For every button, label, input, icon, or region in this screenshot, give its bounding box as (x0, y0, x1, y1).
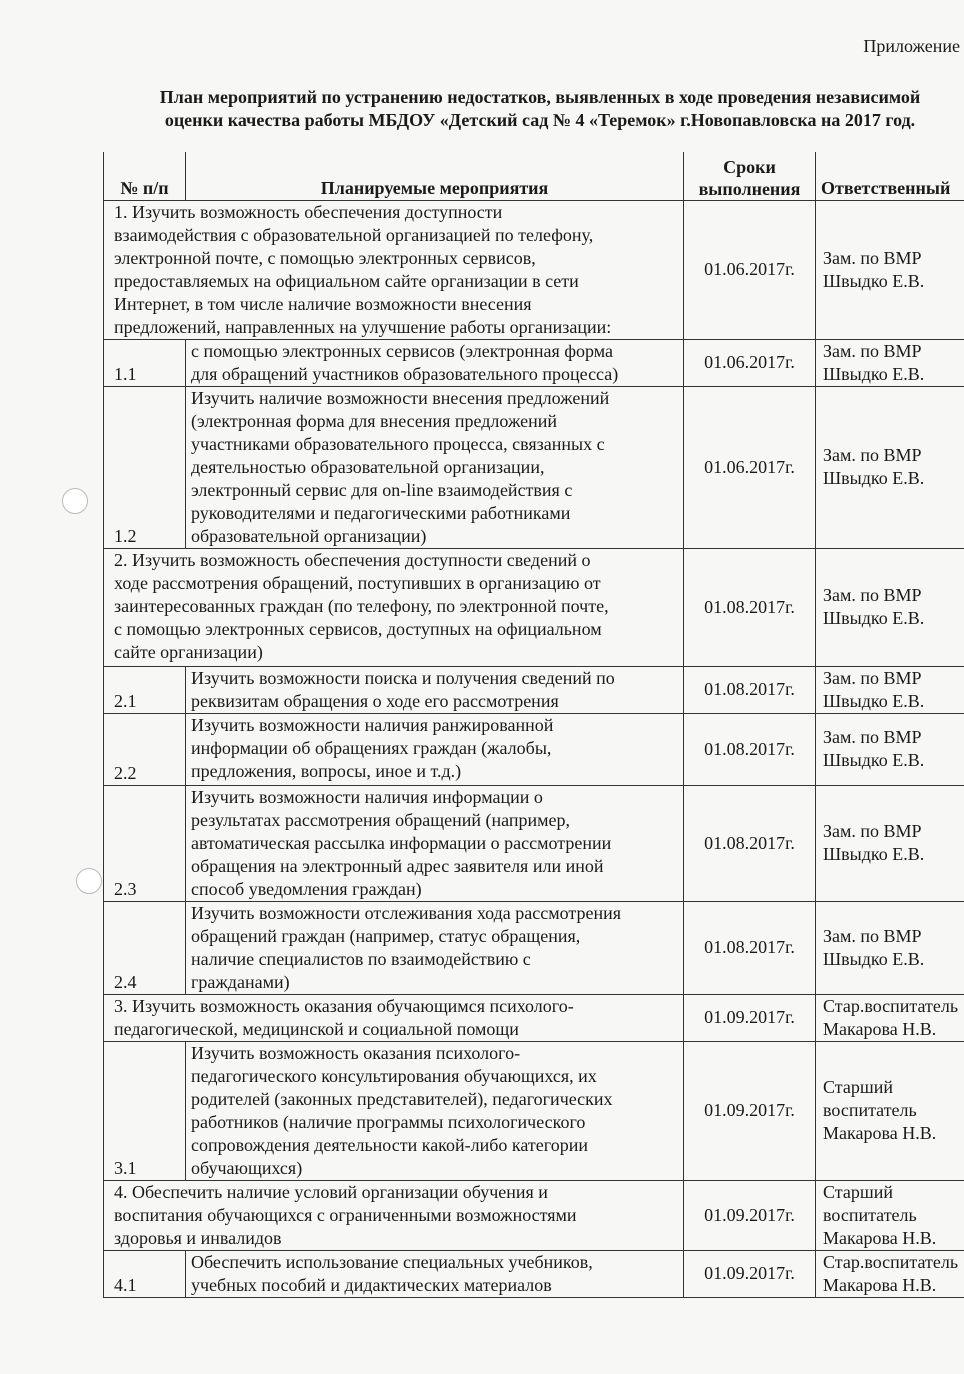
activity-text: Обеспечить использование специальных учебников, учебных пособий и дидактических материалов (186, 1250, 684, 1297)
table-row (104, 1041, 964, 1180)
deadline: 01.06.2017г. (684, 200, 816, 339)
deadline: 01.08.2017г. (684, 666, 816, 713)
responsible: Зам. по ВМР Швыдко Е.В. (816, 666, 964, 713)
responsible: Зам. по ВМР Швыдко Е.В. (816, 785, 964, 901)
deadline: 01.06.2017г. (684, 386, 816, 548)
row-number: 2.4 (104, 901, 186, 994)
responsible: Зам. по ВМР Швыдко Е.В. (816, 713, 964, 785)
table-row (104, 1180, 964, 1250)
activity-text: с помощью электронных сервисов (электронная форма для обращений участников образовательного процесса) (186, 339, 684, 386)
deadline: 01.09.2017г. (684, 1041, 816, 1180)
row-number: 4.1 (104, 1250, 186, 1297)
deadline: 01.09.2017г. (684, 1180, 816, 1250)
deadline: 01.09.2017г. (684, 994, 816, 1041)
row-number: 2.2 (104, 713, 186, 785)
row-number: 2.3 (104, 785, 186, 901)
table-row (104, 1250, 964, 1297)
table-row (104, 339, 964, 386)
table-row (104, 713, 964, 785)
table-header-row (104, 152, 964, 200)
responsible: Старший воспитатель Макарова Н.В. (816, 1180, 964, 1250)
deadline: 01.08.2017г. (684, 713, 816, 785)
header-activities: Планируемые мероприятия (186, 152, 684, 200)
activity-text: Изучить возможности поиска и получения сведений по реквизитам обращения о ходе его рассмотрения (186, 666, 684, 713)
header-deadline: Сроки выполнения (684, 152, 816, 200)
section-activity: 3. Изучить возможность оказания обучающимся психолого- педагогической, медицинской и социальной помощи (104, 994, 684, 1041)
row-number: 1.2 (104, 386, 186, 548)
table-row (104, 785, 964, 901)
row-number: 1.1 (104, 339, 186, 386)
plan-table (103, 152, 964, 1298)
activity-text: Изучить возможности наличия ранжированной информации об обращениях граждан (жалобы, предложения, вопросы, иное и т.д.) (186, 713, 684, 785)
responsible: Зам. по ВМР Швыдко Е.В. (816, 901, 964, 994)
table-row (104, 200, 964, 339)
header-num: № п/п (104, 152, 186, 200)
activity-text: Изучить возможности отслеживания хода рассмотрения обращений граждан (например, статус обращения, наличие специалистов по взаимодействию с гражданами) (186, 901, 684, 994)
deadline: 01.08.2017г. (684, 901, 816, 994)
responsible: Зам. по ВМР Швыдко Е.В. (816, 386, 964, 548)
deadline: 01.09.2017г. (684, 1250, 816, 1297)
activity-text: Изучить наличие возможности внесения предложений (электронная форма для внесения предложений участниками образовательного процесса, связанных с деятельностью образовательной организации, электронный сервис для on-line взаимодействия с руководителями и педагогическими работниками образовательной организации) (186, 386, 684, 548)
table-row (104, 386, 964, 548)
activity-text: Изучить возможность оказания психолого- педагогического консультирования обучающихся, их родителей (законных представителей), педагогических работников (наличие программы психологического сопровождения деятельности какой-либо категории обучающихся) (186, 1041, 684, 1180)
deadline: 01.08.2017г. (684, 548, 816, 666)
activity-text: Изучить возможности наличия информации о результатах рассмотрения обращений (например, автоматическая рассылка информации о рассмотрении обращения на электронный адрес заявителя или иной способ уведомления граждан) (186, 785, 684, 901)
header-responsible: Ответственный (816, 152, 964, 200)
responsible: Зам. по ВМР Швыдко Е.В. (816, 339, 964, 386)
row-number: 3.1 (104, 1041, 186, 1180)
section-activity: 4. Обеспечить наличие условий организации обучения и воспитания обучающихся с ограниченными возможностями здоровья и инвалидов (104, 1180, 684, 1250)
responsible: Стар.воспитатель Макарова Н.В. (816, 1250, 964, 1297)
deadline: 01.06.2017г. (684, 339, 816, 386)
table-row (104, 666, 964, 713)
punch-hole (76, 868, 102, 894)
section-activity: 2. Изучить возможность обеспечения доступности сведений о ходе рассмотрения обращений, поступивших в организацию от заинтересованных граждан (по телефону, по электронной почте, с помощью электронных сервисов, доступных на официальном сайте организации) (104, 548, 684, 666)
appendix-label: Приложение (863, 36, 960, 56)
table-row (104, 901, 964, 994)
table-row (104, 994, 964, 1041)
row-number: 2.1 (104, 666, 186, 713)
document-title: План мероприятий по устранению недостатков, выявленных в ходе проведения независимой оценки качества работы МБДОУ «Детский сад № 4 «Теремок» г.Новопавловска на 2017 год. (159, 87, 921, 130)
table-row (104, 548, 964, 666)
responsible: Зам. по ВМР Швыдко Е.В. (816, 200, 964, 339)
section-activity: 1. Изучить возможность обеспечения доступности взаимодействия с образовательной организацией по телефону, электронной почте, с помощью электронных сервисов, предоставляемых на официальном сайте организации в сети Интернет, в том числе наличие возможности внесения предложений, направленных на улучшение работы организации: (104, 200, 684, 339)
responsible: Стар.воспитатель Макарова Н.В. (816, 994, 964, 1041)
responsible: Старший воспитатель Макарова Н.В. (816, 1041, 964, 1180)
punch-hole (62, 488, 88, 514)
deadline: 01.08.2017г. (684, 785, 816, 901)
responsible: Зам. по ВМР Швыдко Е.В. (816, 548, 964, 666)
